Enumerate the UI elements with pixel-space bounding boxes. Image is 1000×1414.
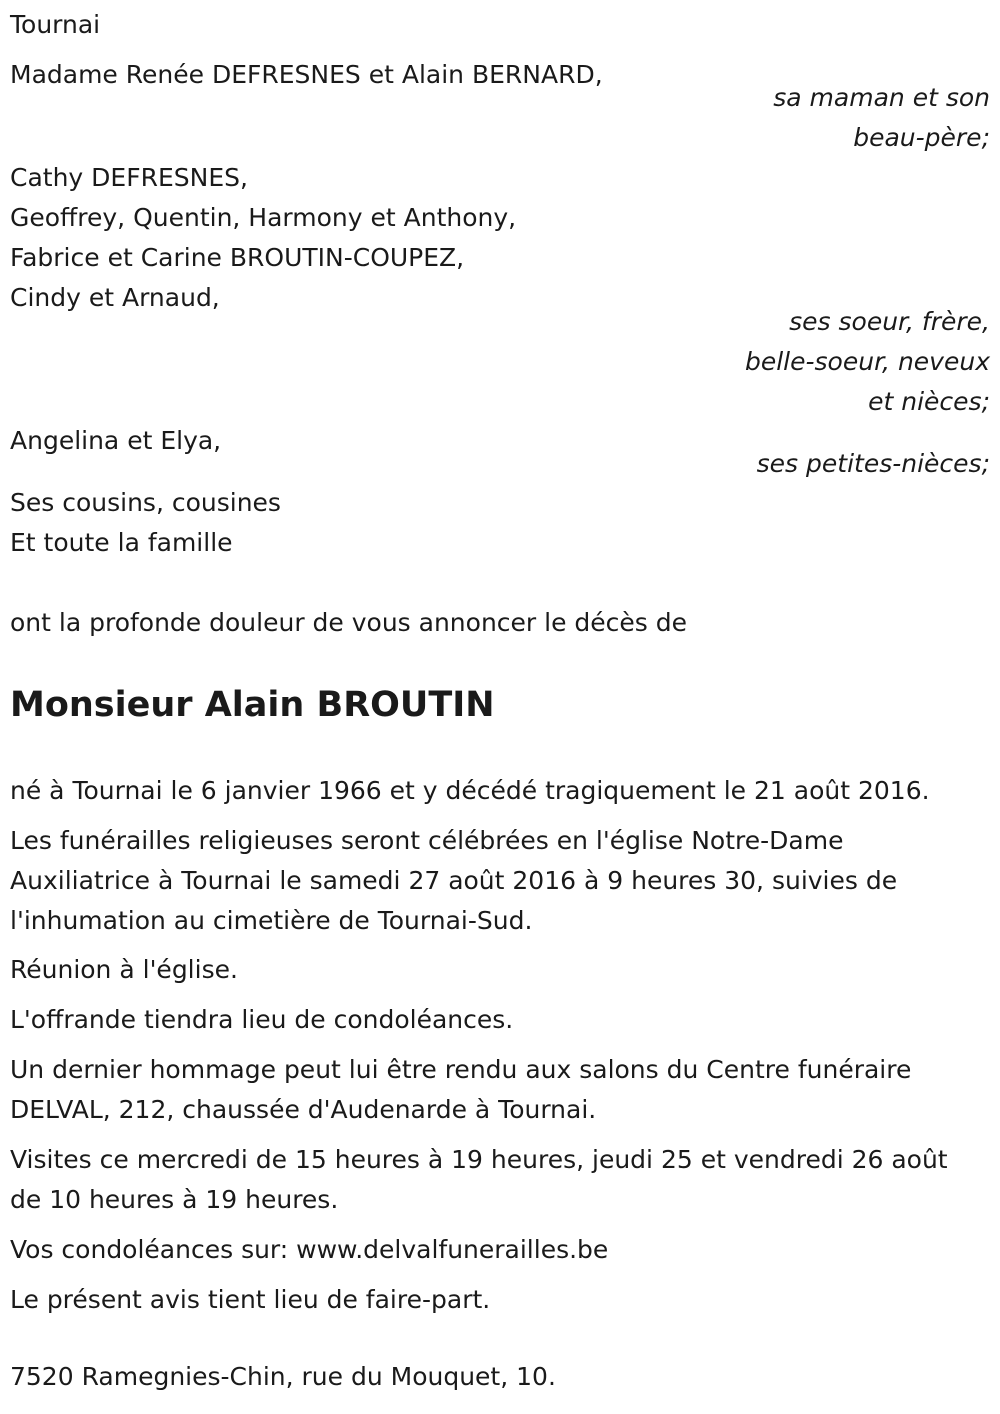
homage-line-1: Un dernier hommage peut lui être rendu aux salons du Centre funéraire xyxy=(10,1055,912,1084)
cousins-line: Ses cousins, cousines xyxy=(10,488,281,517)
mother-relation-line-1: sa maman et son xyxy=(773,83,990,112)
visits-line-1: Visites ce mercredi de 15 heures à 19 heures, jeudi 25 et vendredi 26 août xyxy=(10,1145,948,1174)
funeral-line-3: l'inhumation au cimetière de Tournai-Sud. xyxy=(10,906,533,935)
siblings-relation-line-3: et nièces; xyxy=(868,387,990,416)
birth-death: né à Tournai le 6 janvier 1966 et y décédé tragiquement le 21 août 2016. xyxy=(10,776,930,805)
sibling-line-2: Geoffrey, Quentin, Harmony et Anthony, xyxy=(10,203,517,232)
sibling-line-1: Cathy DEFRESNES, xyxy=(10,163,248,192)
whole-family-line: Et toute la famille xyxy=(10,528,233,557)
announcement: ont la profonde douleur de vous annoncer le décès de xyxy=(10,608,688,637)
address: 7520 Ramegnies-Chin, rue du Mouquet, 10. xyxy=(10,1362,556,1391)
mother-line: Madame Renée DEFRESNES et Alain BERNARD, xyxy=(10,60,603,89)
sibling-line-4: Cindy et Arnaud, xyxy=(10,283,220,312)
funeral-line-1: Les funérailles religieuses seront célébrées en l'église Notre-Dame xyxy=(10,826,844,855)
homage-line-2: DELVAL, 212, chaussée d'Audenarde à Tournai. xyxy=(10,1095,597,1124)
siblings-relation-line-2: belle-soeur, neveux xyxy=(744,347,990,376)
meeting: Réunion à l'église. xyxy=(10,955,238,984)
condolences-online: Vos condoléances sur: www.delvalfunerailles.be xyxy=(10,1235,609,1264)
offering: L'offrande tiendra lieu de condoléances. xyxy=(10,1005,514,1034)
mother-relation-line-2: beau-père; xyxy=(853,123,990,152)
faire-part: Le présent avis tient lieu de faire-part. xyxy=(10,1285,491,1314)
deceased-name: Monsieur Alain BROUTIN xyxy=(10,685,495,725)
visits-line-2: de 10 heures à 19 heures. xyxy=(10,1185,339,1214)
funeral-line-2: Auxiliatrice à Tournai le samedi 27 août 2016 à 9 heures 30, suivies de xyxy=(10,866,898,895)
siblings-relation-line-1: ses soeur, frère, xyxy=(789,307,990,336)
grandnieces-relation: ses petites-nièces; xyxy=(756,449,990,478)
sibling-line-3: Fabrice et Carine BROUTIN-COUPEZ, xyxy=(10,243,465,272)
city: Tournai xyxy=(10,10,101,39)
grandnieces-line: Angelina et Elya, xyxy=(10,426,222,455)
